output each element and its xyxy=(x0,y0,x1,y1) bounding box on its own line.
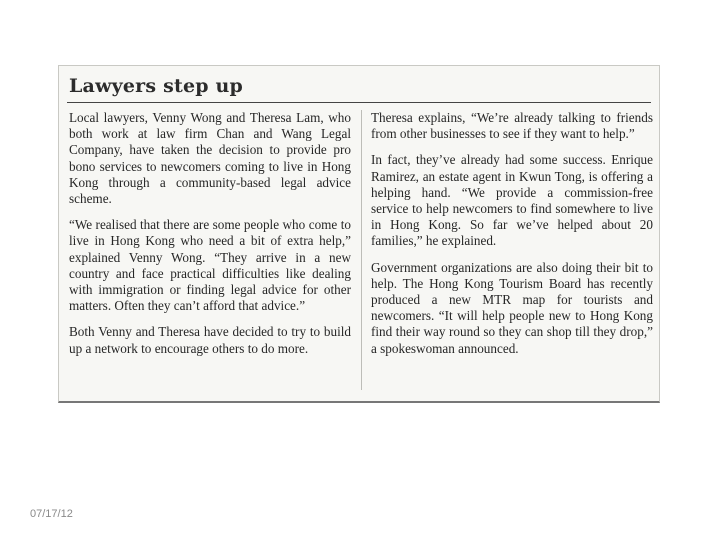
article-paragraph: Local lawyers, Venny Wong and Theresa Lam, who both work at law firm Chan and Wang Legal Company, have taken the decision to provide pro bono services to newcomers coming to live in Hong Kong through a community-based legal advice scheme. xyxy=(69,110,351,207)
article-paragraph: Both Venny and Theresa have decided to try to build up a network to encourage others to do more. xyxy=(69,324,351,356)
slide-date: 07/17/12 xyxy=(30,508,73,520)
headline-rule xyxy=(67,102,651,103)
article-paragraph: In fact, they’ve already had some success. Enrique Ramirez, an estate agent in Kwun Tong, is offering a helping hand. “We provide a commission-free service to help newcomers to find somewhere to live in Hong Kong. So far we’ve helped about 20 families,” he explained. xyxy=(371,152,653,249)
column-divider xyxy=(361,110,362,390)
newspaper-clipping xyxy=(58,65,660,403)
article-right-column xyxy=(371,110,653,367)
article-paragraph: Theresa explains, “We’re already talking to friends from other businesses to see if they want to help.” xyxy=(371,110,653,142)
article-left-column xyxy=(69,110,351,367)
article-paragraph: “We realised that there are some people who come to live in Hong Kong who need a bit of extra help,” explained Venny Wong. “They arrive in a new country and face practical difficulties like dealing with immigration or finding legal advice for other matters. Often they can’t afford that advice.” xyxy=(69,217,351,314)
article-headline: Lawyers step up xyxy=(69,75,244,97)
article-paragraph: Government organizations are also doing their bit to help. The Hong Kong Tourism Board has recently produced a new MTR map for tourists and newcomers. “It will help people new to Hong Kong find their way round so they can shop till they drop,” a spokeswoman announced. xyxy=(371,259,653,356)
